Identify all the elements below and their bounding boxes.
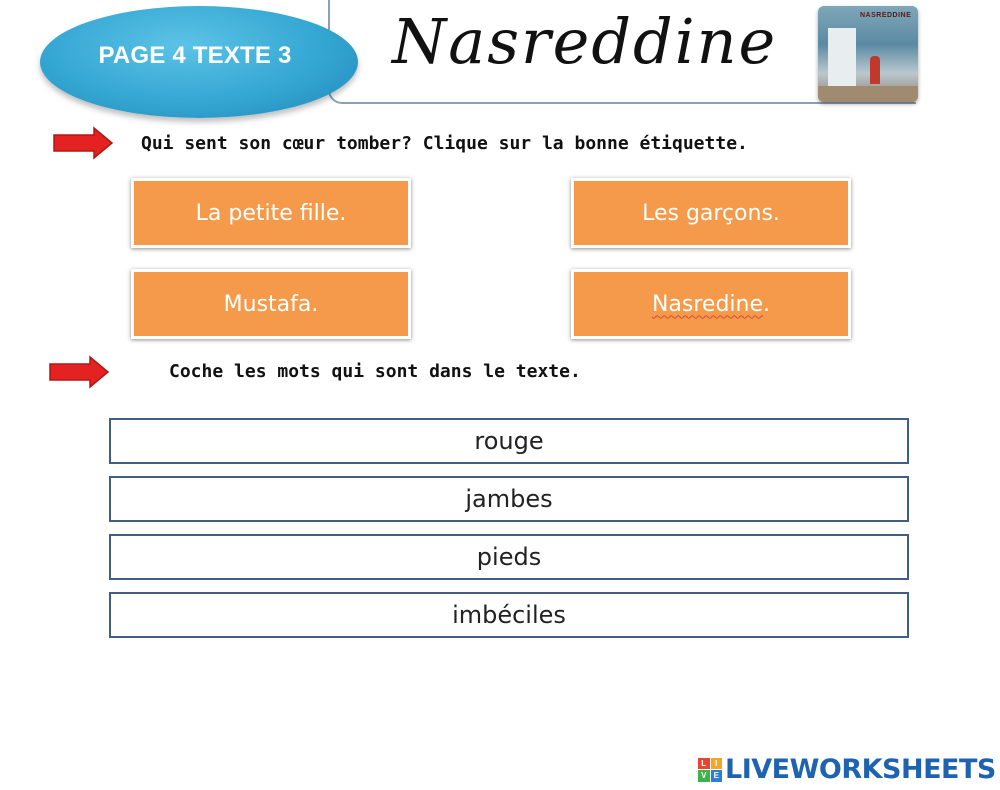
logo-letter-e: E — [711, 770, 723, 782]
logo-letter-l: L — [698, 758, 710, 770]
page-title: Nasreddine — [392, 5, 778, 78]
answer-nasredine-button[interactable] — [571, 269, 851, 339]
question-1-text: Qui sent son cœur tomber? Clique sur la bonne étiquette. — [141, 133, 748, 154]
cover-title: NASREDDINE — [860, 12, 912, 19]
logo-letter-v: V — [698, 770, 710, 782]
word-checkbox-jambes[interactable]: jambes — [109, 476, 909, 522]
arrow-right-icon — [52, 126, 114, 160]
question-2-text: Coche les mots qui sont dans le texte. — [169, 361, 581, 382]
cover-floor — [818, 86, 918, 102]
answer-nasredine-suffix: . — [763, 291, 771, 317]
answer-nasredine-word: Nasredine — [651, 291, 764, 317]
brand-name: LIVEWORKSHEETS — [725, 754, 996, 785]
cover-figure — [870, 56, 880, 84]
answer-les-garcons-button[interactable]: Les garçons. — [571, 178, 851, 248]
answer-mustafa-button[interactable]: Mustafa. — [131, 269, 411, 339]
answer-la-petite-fille-button[interactable]: La petite fille. — [131, 178, 411, 248]
page-badge — [40, 6, 358, 118]
liveworksheets-logo[interactable] — [698, 754, 996, 785]
logo-letter-i: I — [711, 758, 723, 770]
word-checkbox-imbeciles[interactable]: imbéciles — [109, 592, 909, 638]
page-badge-label: PAGE 4 TEXTE 3 — [98, 42, 292, 69]
brand-logo-icon — [698, 758, 722, 782]
word-checkbox-rouge[interactable]: rouge — [109, 418, 909, 464]
book-cover-image — [818, 6, 918, 102]
word-checkbox-pieds[interactable]: pieds — [109, 534, 909, 580]
arrow-right-icon — [48, 355, 110, 389]
